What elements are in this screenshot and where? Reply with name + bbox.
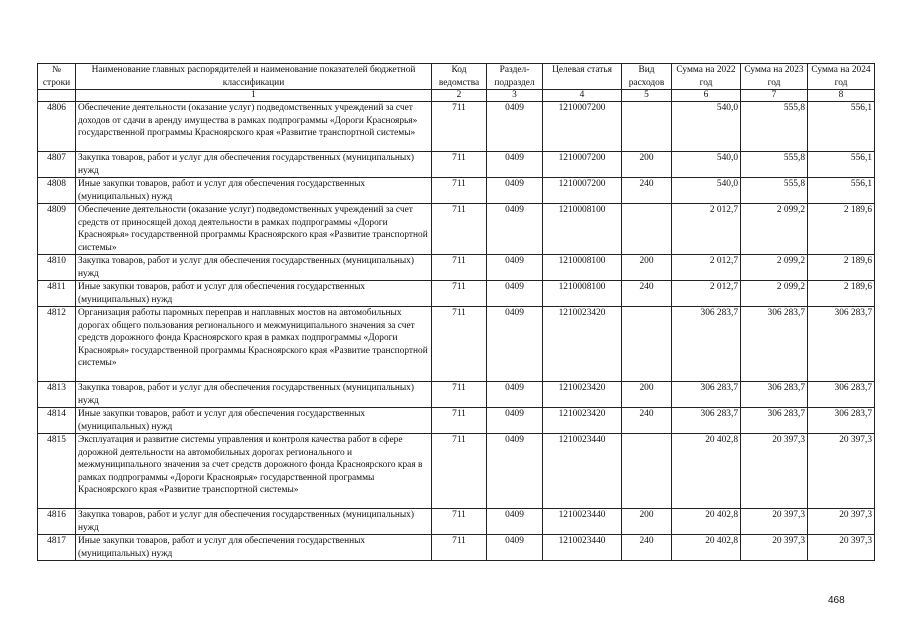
row-name: Закупка товаров, работ и услуг для обеспечения государственных (муниципальных) нужд	[76, 382, 432, 408]
header-row	[38, 64, 875, 90]
column-index-row	[38, 90, 875, 102]
sum-2023: 555,8	[741, 178, 808, 204]
expense-type	[622, 204, 672, 255]
column-index: 3	[487, 90, 543, 102]
column-index	[38, 90, 76, 102]
row-name: Закупка товаров, работ и услуг для обеспечения государственных (муниципальных) нужд	[76, 509, 432, 535]
dept-code: 711	[432, 255, 487, 281]
section-code: 0409	[487, 509, 543, 535]
dept-code: 711	[432, 152, 487, 178]
target-article: 1210008100	[543, 204, 622, 255]
sum-2024: 556,1	[808, 102, 875, 152]
table-row	[38, 178, 875, 204]
row-name: Эксплуатация и развитие системы управления и контроля качества работ в сфере дорожной деятельности на автомобильных дорогах регионального и межмуниципального значения за счет средств дорожного фонда Красноярского края в рамках подпрограммы «Дороги Красноярья» государственной программы Красноярского края «Развитие транспортной системы»	[76, 434, 432, 509]
row-number: 4812	[38, 307, 76, 382]
expense-type	[622, 307, 672, 382]
header-row-number: № строки	[38, 64, 76, 90]
page-number: 468	[828, 595, 845, 606]
table-row	[38, 281, 875, 307]
sum-2022: 20 402,8	[672, 509, 741, 535]
dept-code: 711	[432, 382, 487, 408]
sum-2023: 2 099,2	[741, 204, 808, 255]
dept-code: 711	[432, 204, 487, 255]
dept-code: 711	[432, 535, 487, 561]
table-row	[38, 204, 875, 255]
sum-2024: 20 397,3	[808, 434, 875, 509]
header-section: Раздел-подраздел	[487, 64, 543, 90]
row-name: Иные закупки товаров, работ и услуг для обеспечения государственных (муниципальных) нужд	[76, 535, 432, 561]
expense-type	[622, 434, 672, 509]
row-name: Закупка товаров, работ и услуг для обеспечения государственных (муниципальных) нужд	[76, 255, 432, 281]
section-code: 0409	[487, 408, 543, 434]
row-number: 4809	[38, 204, 76, 255]
target-article: 1210008100	[543, 255, 622, 281]
row-name: Иные закупки товаров, работ и услуг для обеспечения государственных (муниципальных) нужд	[76, 281, 432, 307]
sum-2023: 306 283,7	[741, 382, 808, 408]
header-name: Наименование главных распорядителей и наименование показателей бюджетной классификации	[76, 64, 432, 90]
section-code: 0409	[487, 382, 543, 408]
sum-2022: 540,0	[672, 102, 741, 152]
section-code: 0409	[487, 307, 543, 382]
expense-type: 200	[622, 382, 672, 408]
column-index: 7	[741, 90, 808, 102]
table-row	[38, 152, 875, 178]
table-row	[38, 434, 875, 509]
table-row	[38, 307, 875, 382]
dept-code: 711	[432, 178, 487, 204]
sum-2023: 20 397,3	[741, 434, 808, 509]
header-expense-type: Вид расходов	[622, 64, 672, 90]
row-number: 4808	[38, 178, 76, 204]
row-number: 4813	[38, 382, 76, 408]
column-index: 4	[543, 90, 622, 102]
sum-2022: 540,0	[672, 152, 741, 178]
sum-2022: 306 283,7	[672, 382, 741, 408]
row-name: Иные закупки товаров, работ и услуг для обеспечения государственных (муниципальных) нужд	[76, 408, 432, 434]
header-target-article: Целевая статья	[543, 64, 622, 90]
column-index: 6	[672, 90, 741, 102]
row-name: Иные закупки товаров, работ и услуг для обеспечения государственных (муниципальных) нужд	[76, 178, 432, 204]
target-article: 1210007200	[543, 178, 622, 204]
target-article: 1210023420	[543, 382, 622, 408]
sum-2022: 2 012,7	[672, 204, 741, 255]
row-number: 4814	[38, 408, 76, 434]
sum-2024: 306 283,7	[808, 382, 875, 408]
target-article: 1210008100	[543, 281, 622, 307]
row-name: Закупка товаров, работ и услуг для обеспечения государственных (муниципальных) нужд	[76, 152, 432, 178]
sum-2024: 2 189,6	[808, 204, 875, 255]
row-name: Обеспечение деятельности (оказание услуг) подведомственных учреждений за счет средств от приносящей доход деятельности в рамках подпрограммы «Дороги Красноярья» государственной программы Красноярского края «Развитие транспортной системы»	[76, 204, 432, 255]
table-row	[38, 102, 875, 152]
row-number: 4815	[38, 434, 76, 509]
row-name: Обеспечение деятельности (оказание услуг) подведомственных учреждений за счет доходов от сдачи в аренду имущества в рамках подпрограммы «Дороги Красноярья» государственной программы Красноярского края «Развитие транспортной системы»	[76, 102, 432, 152]
section-code: 0409	[487, 281, 543, 307]
sum-2023: 2 099,2	[741, 281, 808, 307]
expense-type: 200	[622, 509, 672, 535]
sum-2023: 555,8	[741, 102, 808, 152]
target-article: 1210007200	[543, 152, 622, 178]
column-index: 8	[808, 90, 875, 102]
section-code: 0409	[487, 535, 543, 561]
sum-2023: 555,8	[741, 152, 808, 178]
table-row	[38, 382, 875, 408]
sum-2024: 306 283,7	[808, 408, 875, 434]
section-code: 0409	[487, 178, 543, 204]
sum-2024: 2 189,6	[808, 281, 875, 307]
dept-code: 711	[432, 434, 487, 509]
row-number: 4811	[38, 281, 76, 307]
sum-2024: 20 397,3	[808, 535, 875, 561]
sum-2022: 2 012,7	[672, 255, 741, 281]
table-row	[38, 535, 875, 561]
row-number: 4806	[38, 102, 76, 152]
table-row	[38, 408, 875, 434]
target-article: 1210023420	[543, 307, 622, 382]
expense-type	[622, 102, 672, 152]
sum-2024: 556,1	[808, 178, 875, 204]
expense-type: 240	[622, 408, 672, 434]
dept-code: 711	[432, 281, 487, 307]
expense-type: 240	[622, 178, 672, 204]
sum-2024: 556,1	[808, 152, 875, 178]
target-article: 1210007200	[543, 102, 622, 152]
budget-table	[37, 63, 875, 561]
sum-2023: 306 283,7	[741, 408, 808, 434]
sum-2022: 20 402,8	[672, 434, 741, 509]
header-sum-2024: Сумма на 2024 год	[808, 64, 875, 90]
dept-code: 711	[432, 408, 487, 434]
sum-2024: 20 397,3	[808, 509, 875, 535]
section-code: 0409	[487, 152, 543, 178]
section-code: 0409	[487, 434, 543, 509]
target-article: 1210023440	[543, 509, 622, 535]
header-dept-code: Код ведомства	[432, 64, 487, 90]
section-code: 0409	[487, 255, 543, 281]
sum-2023: 2 099,2	[741, 255, 808, 281]
sum-2022: 2 012,7	[672, 281, 741, 307]
target-article: 1210023440	[543, 535, 622, 561]
row-number: 4807	[38, 152, 76, 178]
dept-code: 711	[432, 509, 487, 535]
row-number: 4810	[38, 255, 76, 281]
table-row	[38, 255, 875, 281]
row-name: Организация работы паромных переправ и наплавных мостов на автомобильных дорогах общего пользования регионального и межмуниципального значения за счет средств дорожного фонда Красноярского края в рамках подпрограммы «Дороги Красноярья» государственной программы Красноярского края «Развитие транспортной системы»	[76, 307, 432, 382]
expense-type: 200	[622, 255, 672, 281]
section-code: 0409	[487, 102, 543, 152]
column-index: 1	[76, 90, 432, 102]
column-index: 2	[432, 90, 487, 102]
expense-type: 240	[622, 535, 672, 561]
header-sum-2022: Сумма на 2022 год	[672, 64, 741, 90]
sum-2023: 306 283,7	[741, 307, 808, 382]
sum-2022: 540,0	[672, 178, 741, 204]
column-index: 5	[622, 90, 672, 102]
row-number: 4816	[38, 509, 76, 535]
dept-code: 711	[432, 307, 487, 382]
sum-2023: 20 397,3	[741, 535, 808, 561]
sum-2023: 20 397,3	[741, 509, 808, 535]
sum-2024: 306 283,7	[808, 307, 875, 382]
target-article: 1210023440	[543, 434, 622, 509]
sum-2024: 2 189,6	[808, 255, 875, 281]
table-row	[38, 509, 875, 535]
row-number: 4817	[38, 535, 76, 561]
sum-2022: 306 283,7	[672, 307, 741, 382]
dept-code: 711	[432, 102, 487, 152]
expense-type: 200	[622, 152, 672, 178]
target-article: 1210023420	[543, 408, 622, 434]
expense-type: 240	[622, 281, 672, 307]
sum-2022: 306 283,7	[672, 408, 741, 434]
header-sum-2023: Сумма на 2023 год	[741, 64, 808, 90]
section-code: 0409	[487, 204, 543, 255]
sum-2022: 20 402,8	[672, 535, 741, 561]
